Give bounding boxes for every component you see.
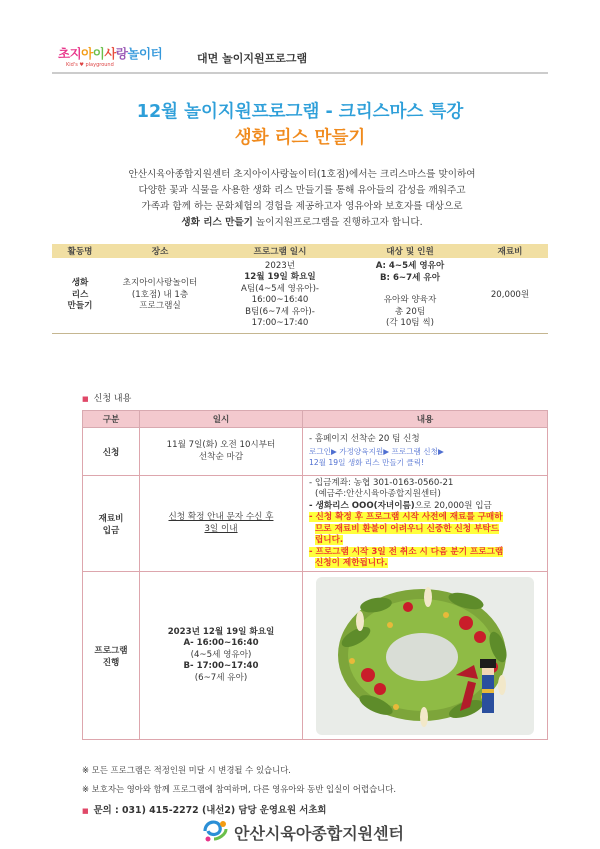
warning-block <box>309 512 547 570</box>
logo-main-text <box>58 44 170 62</box>
cell-line: 2023년 <box>264 260 296 271</box>
cell-line: 11월 7일(화) 오전 10시부터 <box>166 440 276 450</box>
note-2: ※ 보호자는 영아와 함께 프로그램에 참여하며, 다른 영유아와 동반 입실이 어렵습니다. <box>82 784 397 794</box>
col-header: 내용 <box>303 411 548 428</box>
col-header: 장소 <box>108 244 212 258</box>
cell-line: 진행 <box>102 657 120 668</box>
col-header: 프로그램 일시 <box>212 244 348 258</box>
playground-logo <box>58 44 170 72</box>
intro-line: 다양한 꽃과 식물을 사용한 생화 리스 만들기를 통해 유아들의 감성을 깨워주고 <box>138 185 466 196</box>
warning-line: - 프로그램 시작 3일 전 취소 시 다음 분기 프로그램 <box>309 546 504 557</box>
cell-line: 총 20팀 <box>394 306 426 317</box>
place-cell <box>108 258 212 333</box>
logo-part: 놀이터 <box>127 46 163 61</box>
homepage-link[interactable]: 12월 19일 생화 리스 만들기 클릭! <box>309 458 425 468</box>
org-name: 안산시육아종합지원센터 <box>234 824 405 843</box>
warning-line: 므로 재료비 환불이 어려우니 신중한 신청 부탁드 <box>315 523 499 534</box>
cell-line: 유아와 양육자 <box>383 295 437 305</box>
cell-line: (6~7세 유아) <box>194 672 248 683</box>
apply-label-cell: 신청 <box>83 428 140 476</box>
col-header: 구분 <box>83 411 140 428</box>
program-label-cell <box>83 572 140 740</box>
center-logo-icon <box>202 817 230 843</box>
note-1: ※ 모든 프로그램은 적정인원 미달 시 변경될 수 있습니다. <box>82 765 291 775</box>
cell-line: 프로그램실 <box>139 301 181 311</box>
cell-line: A: 4~5세 영유아 <box>375 261 445 271</box>
bullet-icon: ■ <box>82 807 89 815</box>
cell-line: B: 6~7세 유아 <box>379 272 441 283</box>
cell-line: 신청 확정 안내 문자 수신 후 <box>168 512 274 522</box>
cell-line: 12월 19일 화요일 <box>244 272 316 283</box>
table-row <box>83 428 548 476</box>
cell-line: 16:00~16:40 <box>251 295 309 306</box>
cell-line: - 홈페이지 선착순 20 팀 신청 <box>309 434 420 445</box>
warning-line: 신청이 제한됩니다. <box>315 558 388 568</box>
cell-line: 생화 <box>71 278 89 288</box>
table-header-row <box>83 411 548 428</box>
bullet-icon: ■ <box>82 395 89 403</box>
warning-line: 립니다. <box>315 535 344 545</box>
logo-part: 초지 <box>58 46 82 61</box>
intro-paragraph <box>92 167 512 231</box>
table-row <box>83 572 548 740</box>
main-title: 12월 놀이지원프로그램 - 크리스마스 특강 <box>136 102 464 122</box>
wreath-photo-cell <box>303 572 548 740</box>
fee-label-cell <box>83 476 140 572</box>
cell-spacer <box>348 284 472 295</box>
cell-line: B- 17:00~17:40 <box>183 661 259 672</box>
apply-date-cell <box>140 428 303 476</box>
wreath-photo <box>316 577 534 735</box>
cell-line: 2023년 12월 19일 화요일 <box>167 626 275 637</box>
table-row <box>83 476 548 572</box>
cell-line <box>309 501 547 513</box>
cell-line: B팀(6~7세 유아)- <box>245 306 315 317</box>
application-table <box>82 410 548 740</box>
col-header: 일시 <box>140 411 303 428</box>
cell-line: 만들기 <box>67 301 93 311</box>
logo-sub-text: Kid's ♥ playground <box>66 62 114 68</box>
col-header: 활동명 <box>52 244 108 258</box>
cell-line: (1호점) 내 1층 <box>131 289 189 300</box>
cell-line: (예금주:안산시육아종합지원센터) <box>315 489 441 499</box>
fee-cell: 20,000원 <box>490 289 530 300</box>
fee-content-cell <box>303 476 548 572</box>
col-header: 재료비 <box>472 244 548 258</box>
deposit-rest: 으로 20,000원 입금 <box>414 500 492 511</box>
document-page <box>52 40 548 843</box>
cell-line: 3일 이내 <box>204 523 238 534</box>
cell-line: (각 10팀 씩) <box>385 318 434 328</box>
program-summary-table <box>52 244 548 334</box>
header-bar <box>52 40 548 74</box>
section-heading <box>82 391 131 404</box>
cell-line: 17:00~17:40 <box>251 318 309 329</box>
fee-date-cell <box>140 476 303 572</box>
intro-bold: 생화 리스 만들기 <box>181 217 253 228</box>
homepage-link[interactable]: 로그인▶ 가정양육지원▶ 프로그램 신청▶ <box>309 446 444 456</box>
target-cell <box>348 258 472 333</box>
logo-part: 사 <box>104 46 116 61</box>
col-header: 대상 및 인원 <box>348 244 472 258</box>
section-label: 신청 내용 <box>93 394 132 404</box>
logo-part: 랑 <box>115 46 128 61</box>
table-header-row <box>52 244 548 258</box>
intro-line <box>92 215 512 231</box>
contact-line <box>82 802 326 816</box>
cell-line: 선착순 마감 <box>198 451 244 462</box>
logo-part: 아 <box>81 46 93 61</box>
table-row <box>52 258 548 333</box>
cell-line: - 입금계좌: 농협 301-0163-0560-21 <box>309 477 454 488</box>
warning-line: - 신청 확정 후 프로그램 시작 사전에 재료를 구매하 <box>309 512 503 522</box>
cell-line: (4~5세 영유아) <box>190 649 252 660</box>
cell-line: A팀(4~5세 영유아)- <box>240 283 320 294</box>
cell-line: 리스 <box>71 289 89 300</box>
deposit-bold: - 생화리스 OOO(자녀이름) <box>309 500 415 511</box>
cell-line: 프로그램 <box>94 645 128 656</box>
header-title: 대면 놀이지원프로그램 <box>197 52 308 65</box>
footer-logo <box>202 817 462 843</box>
datetime-cell <box>212 258 348 333</box>
cell-line: 입금 <box>102 525 120 536</box>
contact-text: 문의 : 031) 415-2272 (내선2) 담당 운영요원 서초희 <box>93 805 327 816</box>
logo-part: 이 <box>92 46 105 61</box>
intro-line: 안산시육아종합지원센터 초지아이사랑놀이터(1호점)에서는 크리스마스를 맞이하여 <box>128 169 476 180</box>
program-date-cell <box>140 572 303 740</box>
intro-line: 가족과 함께 하는 문화체험의 경험을 제공하고자 영유아와 보호자를 대상으로 <box>141 201 463 212</box>
intro-rest: 놀이지원프로그램을 진행하고자 합니다. <box>252 217 423 228</box>
cell-line: 재료비 <box>98 513 124 524</box>
apply-content-cell <box>303 428 548 476</box>
cell-line: 초지아이사랑놀이터 <box>122 278 198 288</box>
sub-title: 생화 리스 만들기 <box>234 128 366 148</box>
cell-line: A- 16:00~16:40 <box>183 638 259 649</box>
activity-cell <box>52 258 108 333</box>
